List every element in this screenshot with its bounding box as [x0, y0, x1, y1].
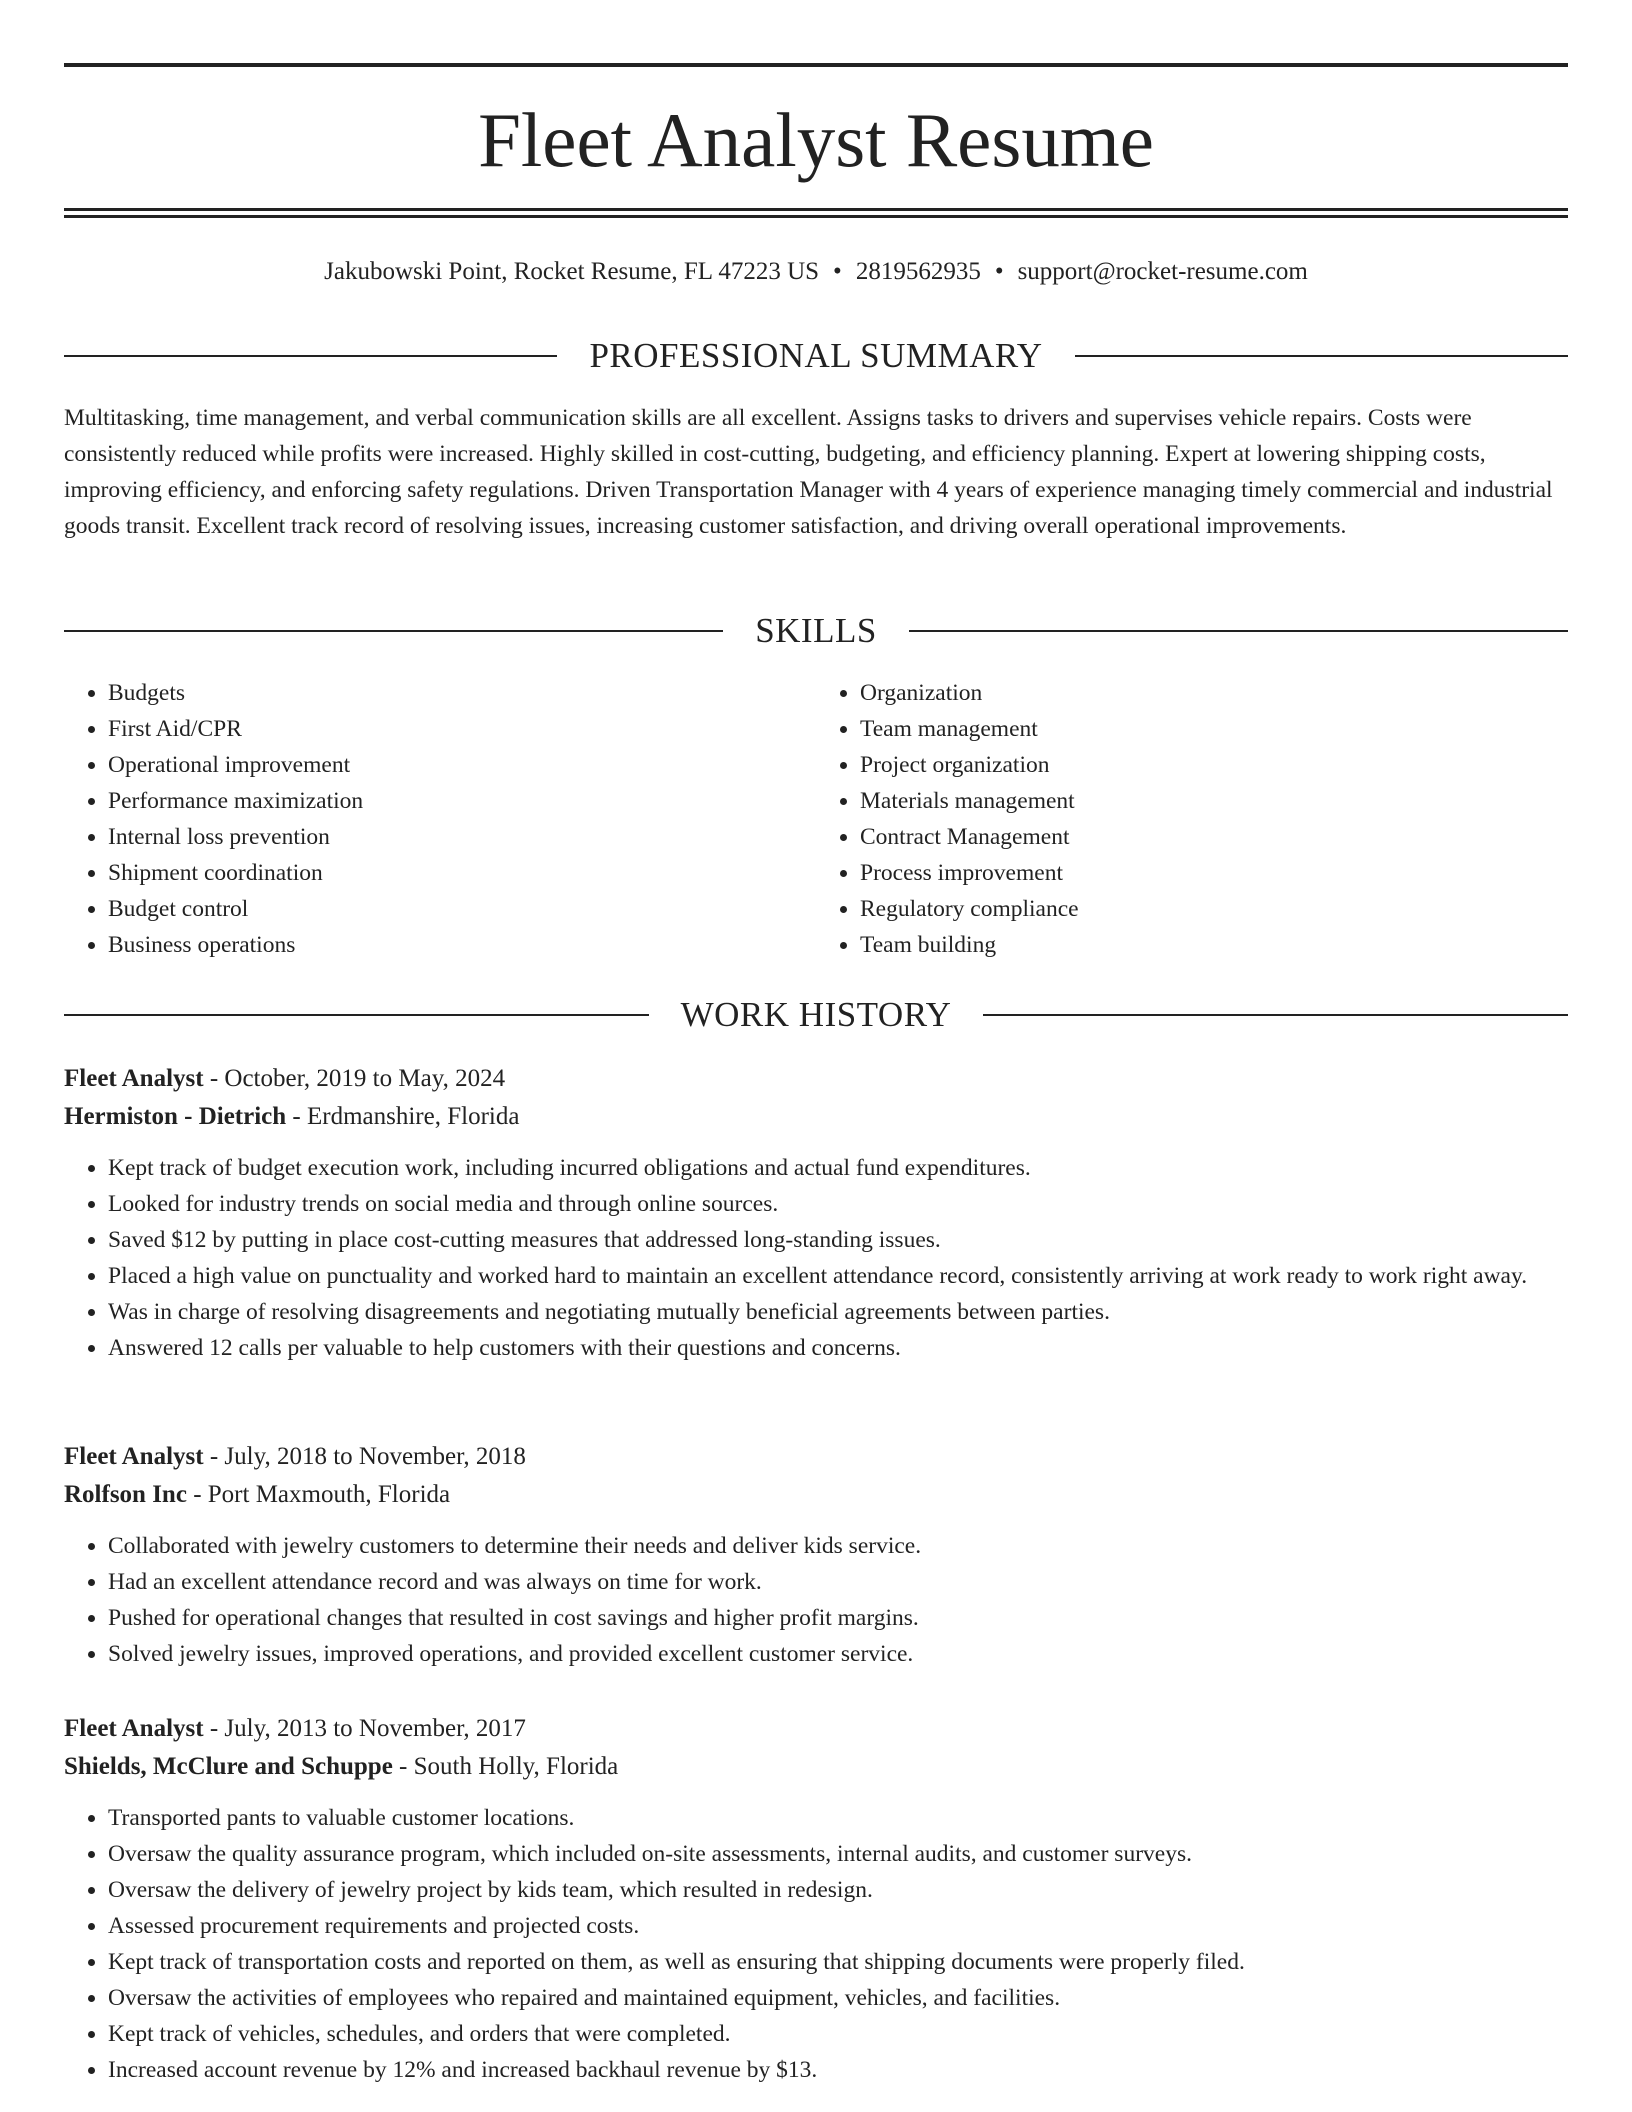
summary-text: Multitasking, time management, and verbal communication skills are all excellent. Assigns tasks to drivers and supervises vehicle repairs. Costs were consistently reduced while profits were increased. Highly skilled in cost-cutting, budgeting, and efficiency planning. Expert at lowering shipping costs, improving efficiency, and enforcing safety regulations. Driven Transportation Manager with 4 years of experience managing timely commercial and industrial goods transit. Excellent track record of resolving issues, increasing customer satisfaction, and driving overall operational improvements.	[64, 405, 1553, 539]
skill-item: • Project organization	[860, 747, 1568, 783]
summary-heading	[64, 334, 1568, 378]
job-bullet: • Oversaw the activities of employees who repaired and maintained equipment, vehicles, and facilities.	[108, 1980, 1568, 2016]
job-location: - Port Maxmouth, Florida	[186, 1481, 451, 1508]
job-bullet: • Kept track of vehicles, schedules, and orders that were completed.	[108, 2016, 1568, 2052]
job-title-line	[64, 1060, 1568, 1098]
job-title-line	[64, 1710, 1568, 1748]
contact-address: Jakubowski Point, Rocket Resume, FL 47223 US	[324, 258, 820, 285]
job-entry	[64, 1438, 1568, 1672]
skill-item: • Process improvement	[860, 855, 1568, 891]
job-bullets	[64, 1528, 1568, 1672]
job-entry	[64, 1710, 1568, 2088]
job-bullet: • Was in charge of resolving disagreements and negotiating mutually beneficial agreements between parties.	[108, 1294, 1568, 1330]
skill-item: • Contract Management	[860, 819, 1568, 855]
skills-column-right	[816, 675, 1568, 963]
job-company: Rolfson Inc	[64, 1481, 187, 1508]
job-title: Fleet Analyst	[64, 1715, 204, 1742]
work-history-heading	[64, 993, 1568, 1037]
top-rule	[64, 63, 1568, 67]
contact-phone: 2819562935	[855, 258, 981, 285]
skill-item: • Performance maximization	[108, 783, 816, 819]
skill-item: • Operational improvement	[108, 747, 816, 783]
skill-item: • Regulatory compliance	[860, 891, 1568, 927]
skill-item: • Team building	[860, 927, 1568, 963]
job-bullet: • Oversaw the quality assurance program, which included on-site assessments, internal audits, and customer surveys.	[108, 1836, 1568, 1872]
job-bullet: • Assessed procurement requirements and projected costs.	[108, 1908, 1568, 1944]
job-bullet: • Looked for industry trends on social media and through online sources.	[108, 1186, 1568, 1222]
job-bullet: • Collaborated with jewelry customers to determine their needs and deliver kids service.	[108, 1528, 1568, 1564]
summary-heading-label: PROFESSIONAL SUMMARY	[589, 336, 1043, 375]
heading-rule-right	[909, 630, 1568, 632]
job-bullet: • Increased account revenue by 12% and increased backhaul revenue by $13.	[108, 2052, 1568, 2088]
job-title-line	[64, 1438, 1568, 1476]
resume-title: Fleet Analyst Resume	[478, 97, 1154, 183]
job-company-line	[64, 1476, 1568, 1514]
job-bullet: • Answered 12 calls per valuable to help customers with their questions and concerns.	[108, 1330, 1568, 1366]
skill-item: • Budget control	[108, 891, 816, 927]
skills-list	[64, 675, 1568, 963]
job-bullets	[64, 1150, 1568, 1366]
job-company-line	[64, 1098, 1568, 1136]
skill-item: • Team management	[860, 711, 1568, 747]
job-bullet: • Saved $12 by putting in place cost-cutting measures that addressed long-standing issues.	[108, 1222, 1568, 1258]
contact-separator: •	[994, 258, 1004, 285]
skill-item: • Internal loss prevention	[108, 819, 816, 855]
job-bullet: • Oversaw the delivery of jewelry project by kids team, which resulted in redesign.	[108, 1872, 1568, 1908]
job-bullet: • Had an excellent attendance record and was always on time for work.	[108, 1564, 1568, 1600]
skills-heading	[64, 609, 1568, 653]
job-bullet: • Solved jewelry issues, improved operations, and provided excellent customer service.	[108, 1636, 1568, 1672]
job-title: Fleet Analyst	[64, 1443, 204, 1470]
job-company-line	[64, 1748, 1568, 1786]
heading-rule-left	[64, 630, 723, 632]
job-bullet: • Kept track of budget execution work, including incurred obligations and actual fund expenditures.	[108, 1150, 1568, 1186]
job-bullets	[64, 1800, 1568, 2088]
job-company: Shields, McClure and Schuppe	[64, 1753, 393, 1780]
job-title: Fleet Analyst	[64, 1065, 204, 1092]
job-dates: - October, 2019 to May, 2024	[203, 1065, 506, 1092]
job-bullet: • Placed a high value on punctuality and worked hard to maintain an excellent attendance record, consistently arriving at work ready to work right away.	[108, 1258, 1568, 1294]
job-bullet: • Kept track of transportation costs and reported on them, as well as ensuring that shipping documents were properly filed.	[108, 1944, 1568, 1980]
job-dates: - July, 2018 to November, 2018	[203, 1443, 526, 1470]
skill-item: • Budgets	[108, 675, 816, 711]
job-company: Hermiston - Dietrich	[64, 1103, 287, 1130]
skill-item: • Organization	[860, 675, 1568, 711]
title-double-rule	[64, 208, 1568, 218]
job-bullet: • Pushed for operational changes that resulted in cost savings and higher profit margins.	[108, 1600, 1568, 1636]
contact-line	[64, 254, 1568, 290]
skills-heading-label: SKILLS	[755, 611, 877, 650]
job-entry	[64, 1060, 1568, 1366]
job-dates: - July, 2013 to November, 2017	[203, 1715, 526, 1742]
skill-item: • Materials management	[860, 783, 1568, 819]
heading-rule-left	[64, 355, 557, 357]
skills-column-left	[64, 675, 816, 963]
work-history-heading-label: WORK HISTORY	[680, 995, 952, 1034]
contact-email: support@rocket-resume.com	[1017, 258, 1308, 285]
job-location: - South Holly, Florida	[392, 1753, 619, 1780]
job-location: - Erdmanshire, Florida	[286, 1103, 520, 1130]
heading-rule-right	[1075, 355, 1568, 357]
skill-item: • Shipment coordination	[108, 855, 816, 891]
job-bullet: • Transported pants to valuable customer locations.	[108, 1800, 1568, 1836]
heading-rule-left	[64, 1014, 649, 1016]
heading-rule-right	[983, 1014, 1568, 1016]
contact-separator: •	[833, 258, 842, 285]
skill-item: • Business operations	[108, 927, 816, 963]
skill-item: • First Aid/CPR	[108, 711, 816, 747]
